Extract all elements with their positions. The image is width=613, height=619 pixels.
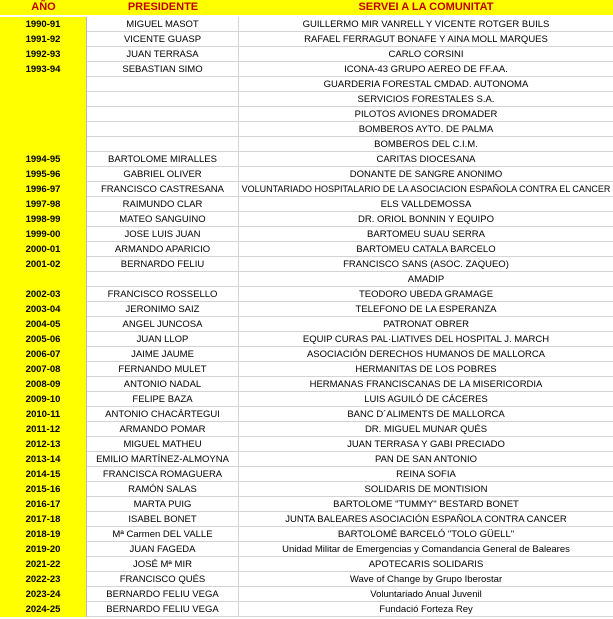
service-cell[interactable]: ASOCIACIÓN DERECHOS HUMANOS DE MALLORCA	[306, 349, 546, 360]
table-row	[0, 212, 613, 227]
president-cell[interactable]: ANTONIO CHACÁRTEGUI	[87, 407, 239, 422]
service-cell[interactable]: SOLIDARIS DE MONTISION	[364, 484, 488, 495]
year-cell[interactable]: 1994-95	[0, 152, 87, 167]
president-cell[interactable]: JUAN FAGEDA	[87, 542, 239, 557]
year-cell[interactable]: 1997-98	[0, 197, 87, 212]
president-cell[interactable]: EMILIO MARTÍNEZ-ALMOYNA	[87, 452, 239, 467]
service-cell[interactable]: BANC D´ALIMENTS DE MALLORCA	[347, 409, 505, 420]
service-cell[interactable]: FRANCISCO SANS (ASOC. ZAQUEO)	[343, 259, 509, 270]
year-cell[interactable]: 2006-07	[0, 347, 87, 362]
year-cell[interactable]: 2009-10	[0, 392, 87, 407]
service-cell[interactable]: GUILLERMO MIR VANRELL Y VICENTE ROTGER BUILS	[302, 19, 550, 30]
table-row	[0, 137, 613, 152]
header-president[interactable]: PRESIDENTE	[87, 0, 239, 15]
president-cell[interactable]: ISABEL BONET	[87, 512, 239, 527]
year-cell[interactable]: 2001-02	[0, 257, 87, 272]
president-cell[interactable]: MIGUEL MATHEU	[87, 437, 239, 452]
service-cell[interactable]: VOLUNTARIADO HOSPITALARIO DE LA ASOCIACION ESPAÑOLA CONTRA EL CANCER	[241, 184, 611, 194]
year-cell[interactable]: 1993-94	[0, 62, 87, 77]
table-row	[0, 197, 613, 212]
service-cell[interactable]: Fundació Forteza Rey	[379, 604, 473, 615]
president-cell[interactable]: GABRIEL OLIVER	[87, 167, 239, 182]
table-row	[0, 347, 613, 362]
year-cell[interactable]: 2002-03	[0, 287, 87, 302]
service-cell[interactable]: BOMBEROS DEL C.I.M.	[374, 139, 478, 150]
service-cell[interactable]: HERMANITAS DE LOS POBRES	[355, 364, 497, 375]
president-cell[interactable]: FRANCISCO CASTRESANA	[87, 182, 239, 197]
president-cell[interactable]	[87, 122, 239, 137]
president-cell[interactable]	[87, 92, 239, 107]
service-cell[interactable]: GUARDERIA FORESTAL CMDAD. AUTONOMA	[323, 79, 529, 90]
table-row	[0, 422, 613, 437]
table-row	[0, 332, 613, 347]
table-row	[0, 242, 613, 257]
year-cell[interactable]: 2015-16	[0, 482, 87, 497]
table-row	[0, 407, 613, 422]
year-cell[interactable]: 1995-96	[0, 167, 87, 182]
president-cell[interactable]: RAIMUNDO CLAR	[87, 197, 239, 212]
service-cell[interactable]: SERVICIOS FORESTALES S.A.	[357, 94, 495, 105]
year-cell[interactable]: 2008-09	[0, 377, 87, 392]
president-cell[interactable]	[87, 107, 239, 122]
president-cell[interactable]: JAIME JAUME	[87, 347, 239, 362]
year-cell[interactable]	[0, 137, 87, 152]
table-row	[0, 452, 613, 467]
table-row	[0, 227, 613, 242]
service-cell[interactable]: EQUIP CURAS PAL·LIATIVES DEL HOSPITAL J. MARCH	[302, 334, 550, 345]
table-row	[0, 92, 613, 107]
president-cell[interactable]: RAMÓN SALAS	[87, 482, 239, 497]
table-row	[0, 272, 613, 287]
table-row	[0, 602, 613, 617]
service-cell[interactable]: RAFAEL FERRAGUT BONAFE Y AINA MOLL MARQUES	[304, 34, 548, 45]
table-row	[0, 542, 613, 557]
president-cell[interactable]: Mª Carmen DEL VALLE	[87, 527, 239, 542]
year-cell[interactable]: 2024-25	[0, 602, 87, 617]
president-cell[interactable]	[87, 137, 239, 152]
president-cell[interactable]: JOSÉ Mª MIR	[87, 557, 239, 572]
service-cell[interactable]: BARTOLOME "TUMMY" BESTARD BONET	[333, 499, 519, 510]
table-row	[0, 587, 613, 602]
president-cell[interactable]: BARTOLOME MIRALLES	[87, 152, 239, 167]
president-cell[interactable]: BERNARDO FELIU	[87, 257, 239, 272]
table-row	[0, 287, 613, 302]
table-row	[0, 32, 613, 47]
president-cell[interactable]: FRANCISCO ROSSELLO	[87, 287, 239, 302]
table-row	[0, 47, 613, 62]
service-cell[interactable]: APOTECARIS SOLIDARIS	[368, 559, 484, 570]
service-cell[interactable]: ELS VALLDEMOSSA	[380, 199, 472, 210]
year-cell[interactable]: 2017-18	[0, 512, 87, 527]
service-cell[interactable]: TELEFONO DE LA ESPERANZA	[355, 304, 497, 315]
year-cell[interactable]: 2012-13	[0, 437, 87, 452]
service-cell[interactable]: DR. ORIOL BONNIN Y EQUIPO	[357, 214, 495, 225]
year-cell[interactable]: 2016-17	[0, 497, 87, 512]
president-cell[interactable]: VICENTE GUASP	[87, 32, 239, 47]
year-cell[interactable]: 2014-15	[0, 467, 87, 482]
service-cell[interactable]: DR. MIGUEL MUNAR QUÉS	[364, 424, 488, 435]
table-row	[0, 482, 613, 497]
president-cell[interactable]: FERNANDO MULET	[87, 362, 239, 377]
service-cell[interactable]: Wave of Change by Grupo Iberostar	[349, 574, 503, 585]
table-row	[0, 377, 613, 392]
president-cell[interactable]: FELIPE BAZA	[87, 392, 239, 407]
table-row	[0, 512, 613, 527]
service-cell[interactable]: PILOTOS AVIONES DROMADER	[354, 109, 498, 120]
year-cell[interactable]: 2023-24	[0, 587, 87, 602]
year-cell[interactable]: 2022-23	[0, 572, 87, 587]
service-cell[interactable]: CARITAS DIOCESANA	[376, 154, 476, 165]
year-cell[interactable]: 1999-00	[0, 227, 87, 242]
president-cell[interactable]	[87, 77, 239, 92]
service-cell[interactable]: JUNTA BALEARES ASOCIACIÓN ESPAÑOLA CONTRA CANCER	[285, 514, 567, 525]
president-cell[interactable]: JUAN LLOP	[87, 332, 239, 347]
service-cell[interactable]: Voluntariado Anual Juvenil	[370, 589, 482, 600]
president-cell[interactable]: SEBASTIAN SIMO	[87, 62, 239, 77]
service-cell[interactable]: CARLO CORSINI	[388, 49, 464, 60]
table-row	[0, 257, 613, 272]
year-cell[interactable]: 1992-93	[0, 47, 87, 62]
service-cell[interactable]: DONANTE DE SANGRE ANONIMO	[349, 169, 503, 180]
year-cell[interactable]: 1998-99	[0, 212, 87, 227]
service-cell[interactable]: BARTOLOMÉ BARCELÓ "TOLO GÜELL"	[337, 529, 515, 540]
service-cell[interactable]: Unidad Militar de Emergencias y Comandancia General de Baleares	[282, 544, 570, 555]
president-cell[interactable]: MIGUEL MASOT	[87, 17, 239, 32]
year-cell[interactable]	[0, 92, 87, 107]
year-cell[interactable]: 2011-12	[0, 422, 87, 437]
service-cell[interactable]: TEODORO UBEDA GRAMAGE	[358, 289, 494, 300]
table-row	[0, 77, 613, 92]
year-cell[interactable]: 1990-91	[0, 17, 87, 32]
table-row	[0, 182, 613, 197]
table-row	[0, 317, 613, 332]
service-cell[interactable]: PAN DE SAN ANTONIO	[374, 454, 478, 465]
president-cell[interactable]: MARTA PUIG	[87, 497, 239, 512]
year-cell[interactable]: 2000-01	[0, 242, 87, 257]
service-cell[interactable]: BARTOMEU SUAU SERRA	[367, 229, 485, 240]
service-cell[interactable]: JUAN TERRASA Y GABI PRECIADO	[347, 439, 505, 450]
table-row	[0, 302, 613, 317]
president-cell[interactable]: FRANCISCO QUÉS	[87, 572, 239, 587]
table-row	[0, 392, 613, 407]
service-cell[interactable]: PATRONAT OBRER	[383, 319, 469, 330]
service-cell[interactable]: REINA SOFIA	[396, 469, 456, 480]
table-row	[0, 527, 613, 542]
president-cell[interactable]: MATEO SANGUINO	[87, 212, 239, 227]
president-cell[interactable]: ANTONIO NADAL	[87, 377, 239, 392]
table-row	[0, 107, 613, 122]
year-cell[interactable]: 2018-19	[0, 527, 87, 542]
table-row	[0, 437, 613, 452]
header-service[interactable]: SERVEI A LA COMUNITAT	[239, 0, 613, 15]
president-cell[interactable]: JOSE LUIS JUAN	[87, 227, 239, 242]
year-cell[interactable]: 1996-97	[0, 182, 87, 197]
year-cell[interactable]	[0, 107, 87, 122]
table-row	[0, 557, 613, 572]
year-cell[interactable]: 2007-08	[0, 362, 87, 377]
president-cell[interactable]: BERNARDO FELIU VEGA	[87, 602, 239, 617]
header-year[interactable]: AÑO	[0, 0, 87, 15]
year-cell[interactable]: 1991-92	[0, 32, 87, 47]
table-row	[0, 572, 613, 587]
service-cell[interactable]: ICONA-43 GRUPO AEREO DE FF.AA.	[344, 64, 508, 75]
president-cell[interactable]: ANGEL JUNCOSA	[87, 317, 239, 332]
year-cell[interactable]: 2003-04	[0, 302, 87, 317]
president-cell[interactable]: ARMANDO POMAR	[87, 422, 239, 437]
table-row	[0, 167, 613, 182]
year-cell[interactable]: 2004-05	[0, 317, 87, 332]
year-cell[interactable]	[0, 272, 87, 287]
president-cell[interactable]: JUAN TERRASA	[87, 47, 239, 62]
year-cell[interactable]: 2010-11	[0, 407, 87, 422]
table-row	[0, 362, 613, 377]
president-cell[interactable]: BERNARDO FELIU VEGA	[87, 587, 239, 602]
service-cell[interactable]: BOMBEROS AYTO. DE PALMA	[358, 124, 494, 135]
service-cell[interactable]: LUIS AGUILÓ DE CÁCERES	[364, 394, 488, 405]
president-cell[interactable]: FRANCISCA ROMAGUERA	[87, 467, 239, 482]
table-row	[0, 152, 613, 167]
table-row	[0, 17, 613, 32]
year-cell[interactable]: 2005-06	[0, 332, 87, 347]
table-row	[0, 122, 613, 137]
service-cell[interactable]: BARTOMEU CATALA BARCELO	[356, 244, 496, 255]
president-cell[interactable]	[87, 272, 239, 287]
year-cell[interactable]	[0, 122, 87, 137]
year-cell[interactable]: 2013-14	[0, 452, 87, 467]
table-row	[0, 62, 613, 77]
service-cell[interactable]: HERMANAS FRANCISCANAS DE LA MISERICORDIA	[309, 379, 543, 390]
year-cell[interactable]	[0, 77, 87, 92]
year-cell[interactable]: 2019-20	[0, 542, 87, 557]
president-cell[interactable]: ARMANDO APARICIO	[87, 242, 239, 257]
service-cell[interactable]: AMADIP	[407, 274, 445, 285]
president-cell[interactable]: JERONIMO SAIZ	[87, 302, 239, 317]
year-cell[interactable]: 2021-22	[0, 557, 87, 572]
table-row	[0, 467, 613, 482]
table-row	[0, 497, 613, 512]
header-row	[0, 0, 613, 15]
